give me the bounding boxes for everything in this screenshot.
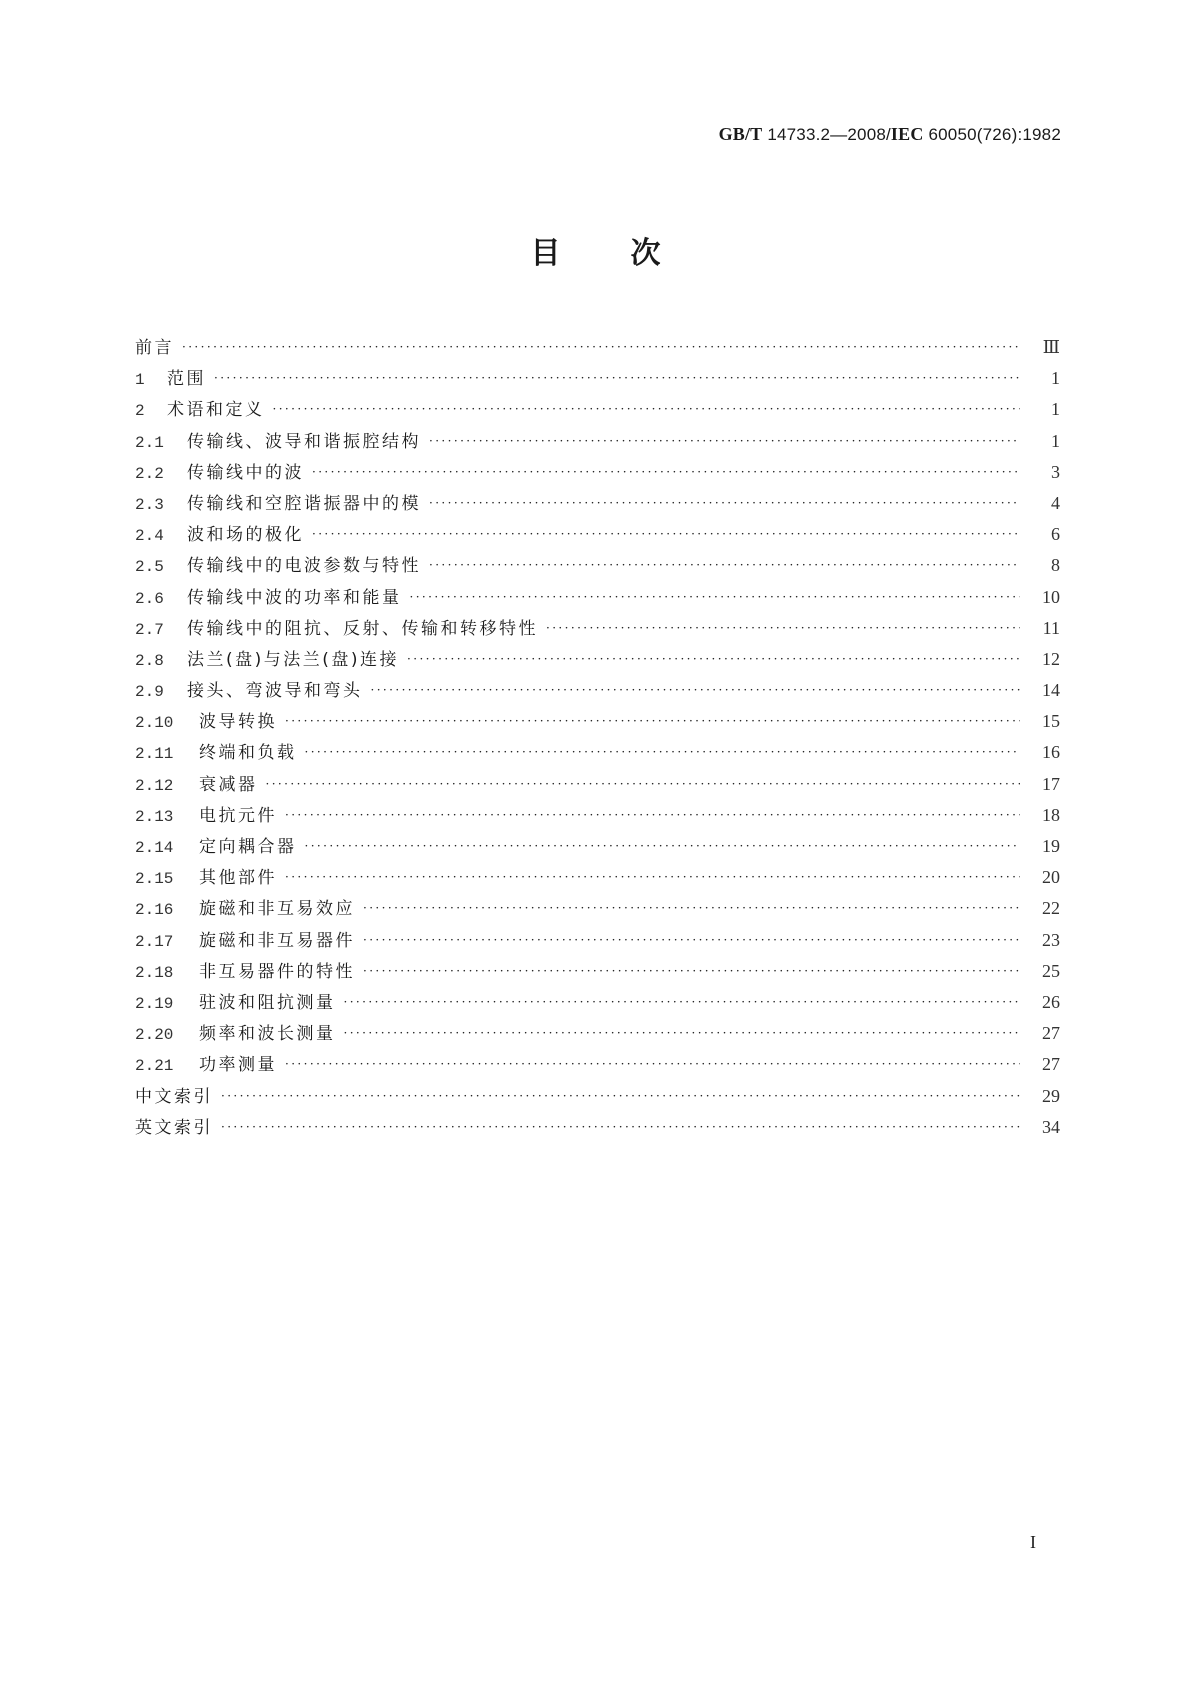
standard-number: 14733.2—2008/ <box>767 125 891 144</box>
toc-entry-page: 27 <box>1042 1023 1060 1044</box>
toc-entry-page: 25 <box>1042 960 1060 981</box>
toc-entry-page: 1 <box>1051 368 1060 389</box>
dot-leader <box>305 737 1021 768</box>
toc-entry[interactable] <box>135 1112 1060 1143</box>
toc-entry[interactable] <box>135 831 1060 862</box>
toc-entry-title: 传输线中波的功率和能量 <box>187 587 402 608</box>
toc-entry[interactable] <box>135 769 1060 800</box>
toc-entry-page: 3 <box>1051 461 1060 482</box>
toc-entry[interactable] <box>135 644 1060 675</box>
toc-entry-page: 17 <box>1042 773 1060 794</box>
toc-entry[interactable] <box>135 613 1060 644</box>
toc-entry-title: 传输线中的波 <box>187 462 304 483</box>
toc-entry[interactable] <box>135 519 1060 550</box>
toc-entry-number: 2.15 <box>135 870 174 889</box>
dot-leader <box>410 582 1021 613</box>
toc-entry-title: 传输线和空腔谐振器中的模 <box>187 493 421 514</box>
dot-leader <box>266 769 1021 800</box>
dot-leader <box>305 831 1021 862</box>
toc-entry-page: 15 <box>1042 711 1060 732</box>
toc-entry-number: 2.1 <box>135 433 164 452</box>
toc-entry-title: 传输线、波导和谐振腔结构 <box>187 431 421 452</box>
toc-entry-page: 6 <box>1051 524 1060 545</box>
dot-leader <box>285 862 1020 893</box>
toc-entry[interactable] <box>135 987 1060 1018</box>
toc-entry-number: 1 <box>135 371 145 390</box>
toc-entry-number: 2.19 <box>135 994 174 1013</box>
dot-leader <box>429 488 1020 519</box>
toc-entry[interactable] <box>135 332 1060 363</box>
title-char-1: 目 <box>530 236 561 271</box>
toc-entry-number: 2.14 <box>135 839 174 857</box>
adopted-prefix: IEC <box>890 124 924 144</box>
toc-entry[interactable] <box>135 956 1060 987</box>
page-number: I <box>1030 1532 1036 1552</box>
toc-entry-number: 2.6 <box>135 589 164 608</box>
toc-entry-number: 2.2 <box>135 464 164 483</box>
toc-entry-number: 2.16 <box>135 901 174 920</box>
toc-entry[interactable] <box>135 457 1060 488</box>
toc-entry-title: 旋磁和非互易器件 <box>199 930 355 951</box>
toc-entry-page: Ⅲ <box>1042 337 1060 357</box>
toc-entry[interactable] <box>135 1081 1060 1112</box>
dot-leader <box>285 800 1020 831</box>
toc-entry-page: 20 <box>1042 867 1060 888</box>
toc-entry-page: 14 <box>1042 680 1060 701</box>
toc-entry[interactable] <box>135 426 1060 457</box>
toc-entry-number: 2.12 <box>135 776 174 795</box>
dot-leader <box>371 675 1021 706</box>
dot-leader <box>546 613 1020 644</box>
toc-entry-page: 12 <box>1042 648 1060 669</box>
toc-entry-page: 26 <box>1042 991 1060 1012</box>
toc-entry-number: 2.8 <box>135 651 164 670</box>
toc-entry-number: 2.13 <box>135 807 174 826</box>
toc-entry-number: 2.9 <box>135 683 164 702</box>
toc-entry-page: 10 <box>1042 586 1060 607</box>
toc-entry-title: 波和场的极化 <box>187 525 304 546</box>
toc-entry-number: 2.10 <box>135 714 174 733</box>
toc-entry[interactable] <box>135 862 1060 893</box>
toc-entry[interactable] <box>135 737 1060 768</box>
toc-entry-title: 英文索引 <box>135 1117 213 1138</box>
page-title <box>0 228 1191 272</box>
toc-entry-title: 传输线中的阻抗、反射、传输和转移特性 <box>187 618 538 639</box>
dot-leader <box>344 987 1021 1018</box>
dot-leader <box>312 519 1020 550</box>
toc-entry-title: 非互易器件的特性 <box>199 961 355 982</box>
toc-entry-title: 驻波和阻抗测量 <box>199 992 336 1013</box>
toc-entry[interactable] <box>135 488 1060 519</box>
dot-leader <box>221 1112 1020 1143</box>
dot-leader <box>273 394 1021 425</box>
standard-header <box>719 124 1061 145</box>
toc-entry[interactable] <box>135 925 1060 956</box>
dot-leader <box>214 363 1020 394</box>
toc-entry-number: 2.18 <box>135 963 174 982</box>
toc-entry[interactable] <box>135 582 1060 613</box>
standard-prefix: GB/T <box>718 124 763 144</box>
toc-entry-page: 22 <box>1042 898 1060 919</box>
toc-entry-title: 衰减器 <box>199 774 258 795</box>
toc-entry-title: 电抗元件 <box>199 805 277 826</box>
toc-entry-page: 1 <box>1051 399 1060 420</box>
adopted-number: 60050(726):1982 <box>928 125 1061 144</box>
toc-entry-page: 29 <box>1042 1085 1060 1106</box>
toc-entry-title: 其他部件 <box>199 868 277 889</box>
dot-leader <box>429 426 1020 457</box>
toc-entry-number: 2 <box>135 402 145 421</box>
toc-entry-page: 8 <box>1051 555 1060 576</box>
toc-entry-page: 4 <box>1051 492 1060 513</box>
toc-entry[interactable] <box>135 1018 1060 1049</box>
toc-entry-number: 2.20 <box>135 1026 174 1045</box>
dot-leader <box>285 706 1020 737</box>
toc-entry-number: 2.21 <box>135 1057 174 1076</box>
toc-entry-title: 旋磁和非互易效应 <box>199 899 355 920</box>
toc-entry[interactable] <box>135 893 1060 924</box>
toc-entry[interactable] <box>135 550 1060 581</box>
dot-leader <box>407 644 1020 675</box>
toc-entry-number: 2.11 <box>135 745 174 764</box>
toc-entry-page: 1 <box>1051 430 1060 451</box>
toc-entry-page: 16 <box>1042 742 1060 763</box>
toc-entry[interactable] <box>135 363 1060 394</box>
dot-leader <box>363 925 1020 956</box>
toc-entry-title: 中文索引 <box>135 1086 213 1107</box>
toc-entry[interactable] <box>135 800 1060 831</box>
toc-entry-title: 术语和定义 <box>167 400 265 421</box>
toc-entry-title: 终端和负载 <box>199 743 297 764</box>
title-char-2: 次 <box>630 236 661 271</box>
toc-entry-page: 11 <box>1042 617 1060 638</box>
toc-entry-title: 频率和波长测量 <box>199 1024 336 1045</box>
toc-entry-title: 功率测量 <box>199 1055 277 1076</box>
dot-leader <box>344 1018 1021 1049</box>
toc-entry-number: 2.3 <box>135 495 164 514</box>
dot-leader <box>221 1081 1020 1112</box>
dot-leader <box>312 457 1020 488</box>
toc-entry[interactable] <box>135 706 1060 737</box>
toc-entry-title: 波导转换 <box>199 712 277 733</box>
toc-entry-number: 2.7 <box>135 620 164 639</box>
toc-entry[interactable] <box>135 394 1060 425</box>
toc-entry-page: 18 <box>1042 804 1060 825</box>
toc-entry-title: 法兰(盘)与法兰(盘)连接 <box>187 649 400 670</box>
table-of-contents <box>135 332 1060 1143</box>
toc-entry-number: 2.17 <box>135 932 174 951</box>
toc-entry-title: 定向耦合器 <box>199 837 297 857</box>
toc-entry-page: 27 <box>1042 1054 1060 1075</box>
dot-leader <box>363 893 1020 924</box>
toc-entry-title: 接头、弯波导和弯头 <box>187 681 363 702</box>
dot-leader <box>285 1049 1020 1080</box>
toc-entry-page: 23 <box>1042 929 1060 950</box>
toc-entry-title: 前言 <box>135 338 174 358</box>
toc-entry-title: 传输线中的电波参数与特性 <box>187 556 421 577</box>
toc-entry-number: 2.4 <box>135 527 164 546</box>
toc-entry-page: 19 <box>1042 836 1060 856</box>
toc-entry-number: 2.5 <box>135 558 164 577</box>
dot-leader <box>363 956 1020 987</box>
toc-entry-title: 范围 <box>167 369 206 390</box>
dot-leader <box>429 550 1020 581</box>
toc-entry-page: 34 <box>1042 1116 1060 1137</box>
toc-entry[interactable] <box>135 675 1060 706</box>
toc-entry[interactable] <box>135 1049 1060 1080</box>
dot-leader <box>182 332 1020 363</box>
